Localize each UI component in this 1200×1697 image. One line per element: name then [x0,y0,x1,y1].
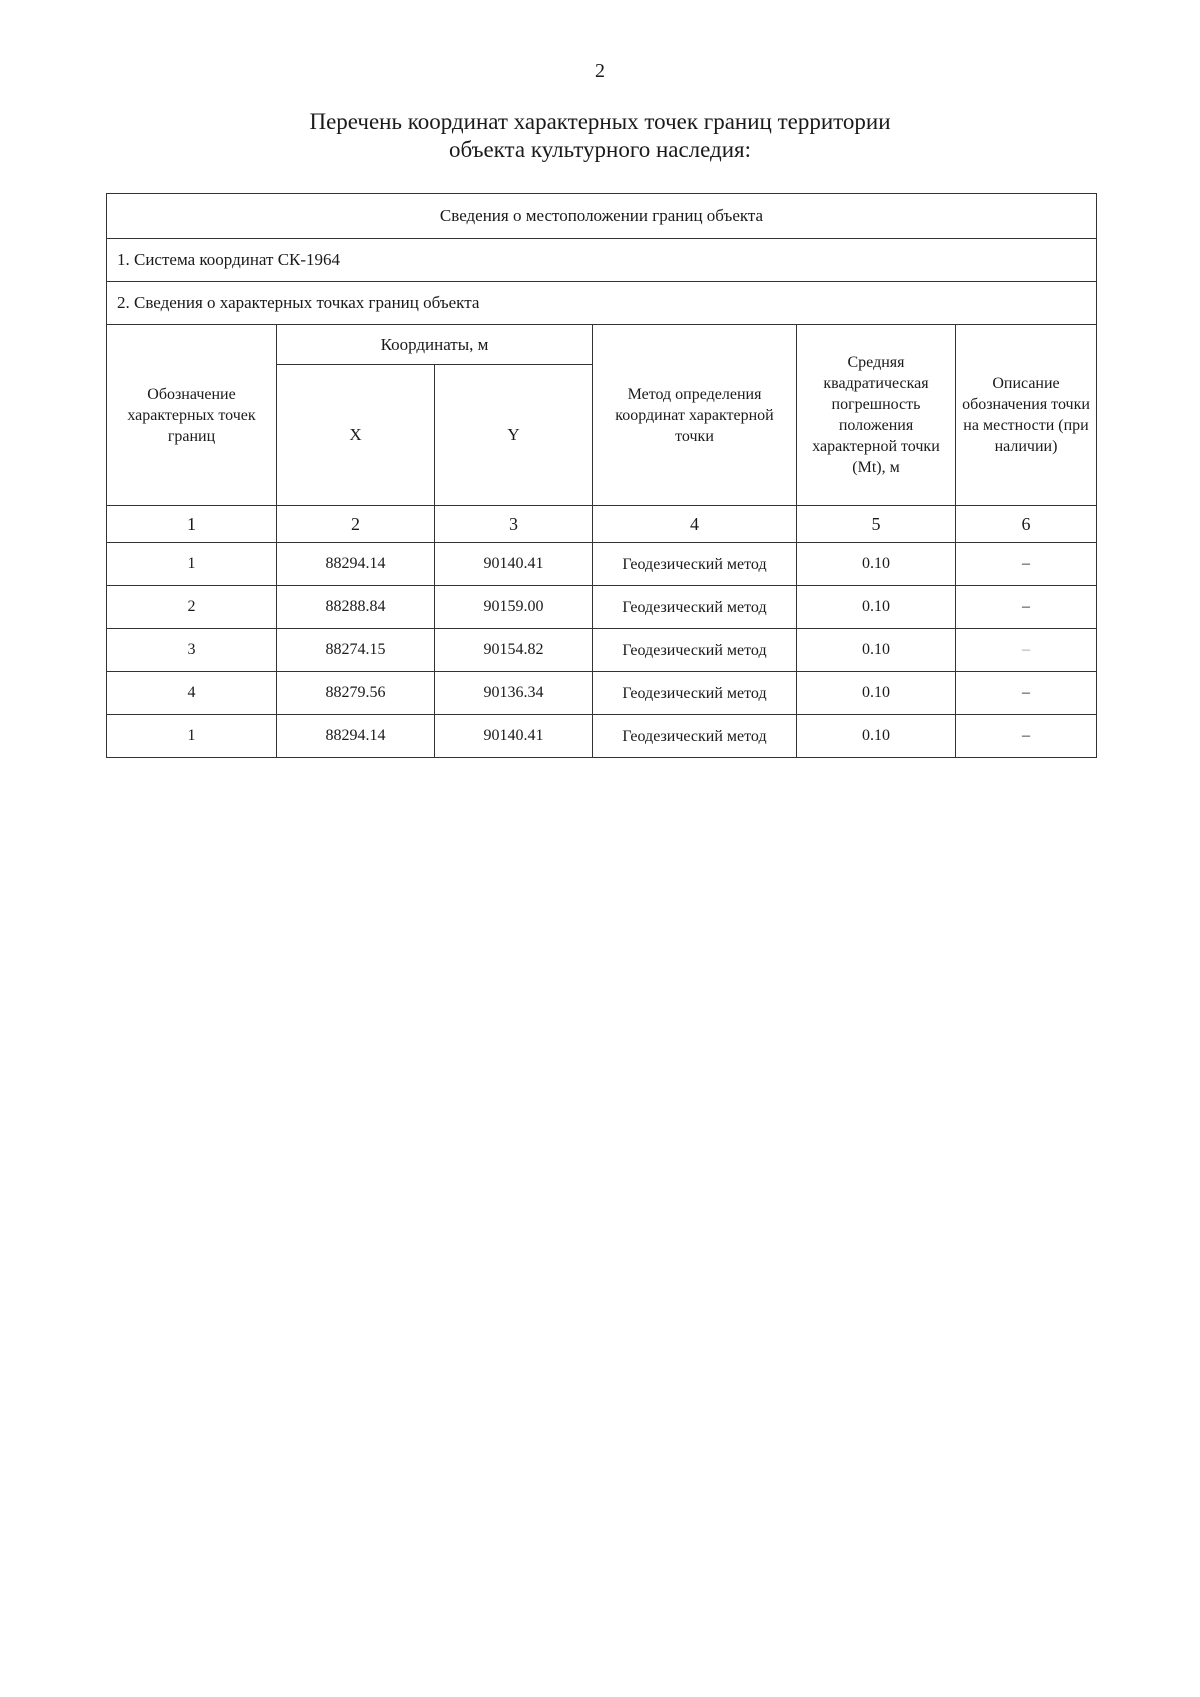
coordinates-table [106,193,1097,758]
point-description: – [956,672,1097,715]
column-number: 2 [277,506,435,543]
table-row [107,543,1097,586]
column-number: 5 [797,506,956,543]
x-coordinate: 88294.14 [277,543,435,586]
document-title-line-2: объекта культурного наследия: [448,137,752,162]
column-number: 3 [435,506,593,543]
x-coordinate: 88294.14 [277,715,435,758]
point-id: 1 [107,715,277,758]
point-id: 3 [107,629,277,672]
method: Геодезический метод [593,715,797,758]
point-id: 2 [107,586,277,629]
table-row [107,715,1097,758]
column-number-row [107,506,1097,543]
document-title-line-1: Перечень координат характерных точек границ территории [309,109,891,134]
point-description: – [956,586,1097,629]
points-info: 2. Сведения о характерных точках границ объекта [107,282,1097,325]
method: Геодезический метод [593,543,797,586]
header-error: Средняя квадратическая погрешность положения характерной точки (Mt), м [797,325,956,506]
error-value: 0.10 [797,629,956,672]
section-header-row [107,194,1097,239]
coord-system-row [107,239,1097,282]
column-number: 6 [956,506,1097,543]
error-value: 0.10 [797,543,956,586]
page-number: 2 [595,60,605,82]
section-header: Сведения о местоположении границ объекта [107,194,1097,239]
column-number: 1 [107,506,277,543]
error-value: 0.10 [797,715,956,758]
column-number: 4 [593,506,797,543]
y-coordinate: 90154.82 [435,629,593,672]
method: Геодезический метод [593,586,797,629]
document-title [0,108,1200,164]
header-designation: Обозначение характерных точек границ [107,325,277,506]
method: Геодезический метод [593,672,797,715]
coord-system: 1. Система координат СК-1964 [107,239,1097,282]
x-coordinate: 88274.15 [277,629,435,672]
y-coordinate: 90159.00 [435,586,593,629]
y-coordinate: 90140.41 [435,715,593,758]
point-id: 4 [107,672,277,715]
header-coordinates: Координаты, м [277,325,593,365]
error-value: 0.10 [797,672,956,715]
table-row [107,586,1097,629]
point-description: – [956,543,1097,586]
method: Геодезический метод [593,629,797,672]
x-coordinate: 88279.56 [277,672,435,715]
header-row-1 [107,325,1097,365]
header-method: Метод определения координат характерной точки [593,325,797,506]
x-coordinate: 88288.84 [277,586,435,629]
table-row [107,672,1097,715]
point-description: – [956,629,1097,672]
y-coordinate: 90136.34 [435,672,593,715]
table-row [107,629,1097,672]
points-info-row [107,282,1097,325]
point-description: – [956,715,1097,758]
header-y: Y [435,365,593,506]
y-coordinate: 90140.41 [435,543,593,586]
error-value: 0.10 [797,586,956,629]
header-description: Описание обозначения точки на местности (при наличии) [956,325,1097,506]
point-id: 1 [107,543,277,586]
header-x: X [277,365,435,506]
